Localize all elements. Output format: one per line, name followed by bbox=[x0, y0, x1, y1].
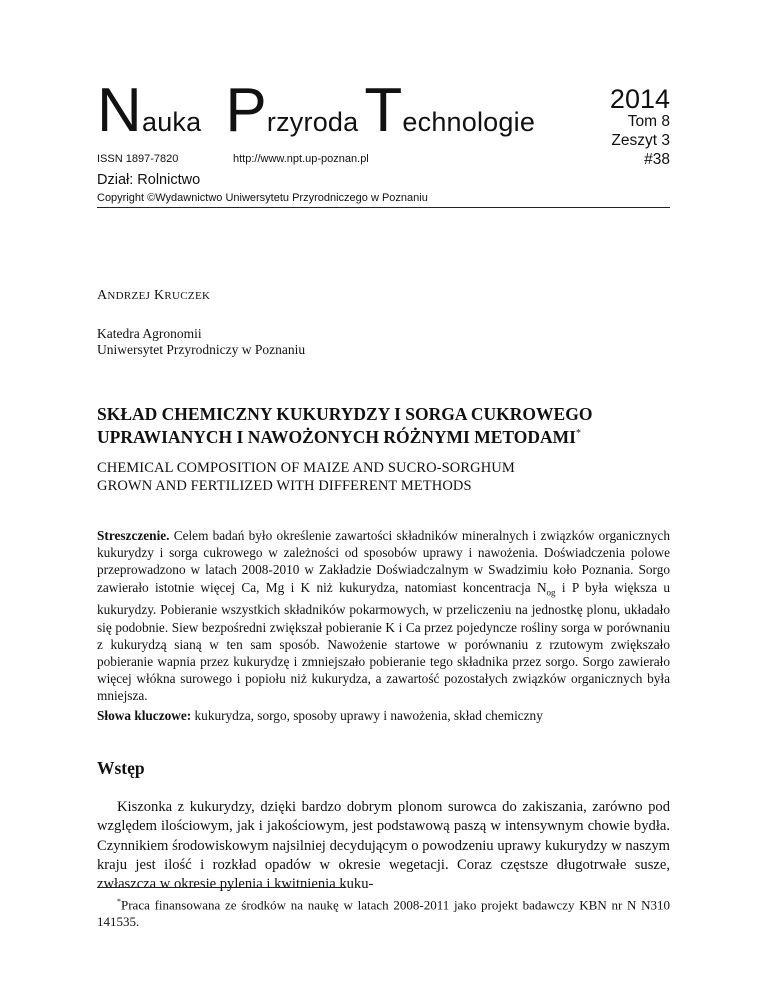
author-last-rest: RUCZEK bbox=[164, 290, 211, 302]
affiliation bbox=[97, 326, 305, 358]
title-polish-line-2-text: UPRAWIANYCH I NAWOŻONYCH RÓŻNYMI METODAMI bbox=[97, 426, 576, 447]
issn: ISSN 1897-7820 bbox=[97, 153, 179, 165]
author-last-initial: K bbox=[153, 288, 165, 303]
copyright: Copyright ©Wydawnictwo Uniwersytetu Przyrodniczego w Poznaniu bbox=[97, 192, 428, 204]
footnote-rule bbox=[97, 887, 345, 888]
author-first-rest: NDRZEJ bbox=[107, 290, 151, 302]
keywords-label: Słowa kluczowe: bbox=[97, 708, 192, 723]
abstract-text-a: Celem badań było określenie zawartości składników mineralnych i związków organicznych kukurydzy i sorga cukrowego w zależności od sposobów uprawy i nawożenia. Doświadczenia polowe przeprowadzono w latach 2008-2010 w Zakładzie Doświadczalnym w Swadzimiu koło Poznania. Sorgo zawierało istotnie więcej Ca, Mg i K niż kukurydza, natomiast koncentracja N bbox=[97, 528, 670, 595]
logo-initial-t: T bbox=[364, 76, 403, 145]
journal-logo bbox=[97, 76, 536, 145]
logo-rest-echnologie: echnologie bbox=[402, 107, 536, 137]
logo-rest-auka: auka bbox=[141, 107, 202, 137]
volume: Tom 8 bbox=[627, 113, 670, 130]
section-heading: Wstęp bbox=[97, 758, 145, 778]
abstract-text-b: i P była większa u kukurydzy. Pobieranie wszystkich składników pokarmowych, w przeliczeniu na jednostkę plonu, układało się podobnie. Siew bezpośredni zwiększał pobieranie K i Ca przez pojedyncze rośliny sorga w porównaniu z kukurydzą sianą w ten sam sposób. Nawożenie startowe w porównaniu z rzutowym zwiększało pobieranie wapnia przez kukurydzę i zmniejszało pobieranie tego składnika przez sorgo. Sorgo zawierało więcej włókna surowego i popiołu niż kukurydza, a zawartość pozostałych związków organicznych była mniejsza. bbox=[97, 579, 670, 704]
abstract-label: Streszczenie. bbox=[97, 528, 170, 543]
footnote-text: Praca finansowana ze środków na naukę w latach 2008-2011 jako projekt badawczy KBN nr N N310 141535. bbox=[97, 897, 670, 930]
footnote-mark: * bbox=[117, 897, 121, 906]
year: 2014 bbox=[609, 84, 670, 114]
volume-info bbox=[611, 112, 670, 169]
abstract bbox=[97, 527, 670, 705]
university: Uniwersytet Przyrodniczy w Poznaniu bbox=[97, 342, 306, 357]
title-english bbox=[97, 459, 670, 495]
footnote bbox=[97, 893, 670, 930]
title-english-line-2: GROWN AND FERTILIZED WITH DIFFERENT METHODS bbox=[97, 478, 472, 494]
abstract-subscript: og bbox=[546, 587, 556, 598]
journal-url[interactable]: http://www.npt.up-poznan.pl bbox=[233, 153, 369, 165]
department: Katedra Agronomii bbox=[97, 326, 202, 341]
title-footnote-mark: * bbox=[576, 428, 581, 439]
logo-initial-n: N bbox=[97, 76, 142, 145]
title-polish-line-1: SKŁAD CHEMICZNY KUKURYDZY I SORGA CUKROWEGO bbox=[97, 404, 593, 424]
logo-rest-rzyroda: rzyroda bbox=[266, 107, 359, 137]
issue-number: #38 bbox=[644, 151, 670, 168]
title-polish-line-2 bbox=[97, 424, 670, 447]
author-first-initial: A bbox=[97, 288, 108, 303]
author-name bbox=[97, 288, 210, 304]
body-paragraph: Kiszonka z kukurydzy, dzięki bardzo dobrym plonom surowca do zakiszania, zarówno pod względem ilościowym, jak i jakościowym, jest podstawową paszą w intensywnym chowie bydła. Czynnikiem środowiskowym najsilniej decydującym o powodzeniu uprawy kukurydzy w naszym kraju jest ilość i rozkład opadów w okresie wegetacji. Coraz częstsze długotrwałe susze, zwłaszcza w okresie pylenia i kwitnienia kuku- bbox=[97, 799, 670, 893]
section-label: Dział: Rolnictwo bbox=[97, 172, 201, 188]
keywords bbox=[97, 707, 670, 724]
keywords-text: kukurydza, sorgo, sposoby uprawy i nawożenia, skład chemiczny bbox=[194, 708, 543, 723]
header-divider bbox=[97, 207, 670, 208]
issue: Zeszyt 3 bbox=[611, 132, 670, 149]
title-polish bbox=[97, 404, 670, 447]
logo-initial-p: P bbox=[225, 76, 267, 145]
title-english-line-1: CHEMICAL COMPOSITION OF MAIZE AND SUCRO-SORGHUM bbox=[97, 460, 515, 476]
